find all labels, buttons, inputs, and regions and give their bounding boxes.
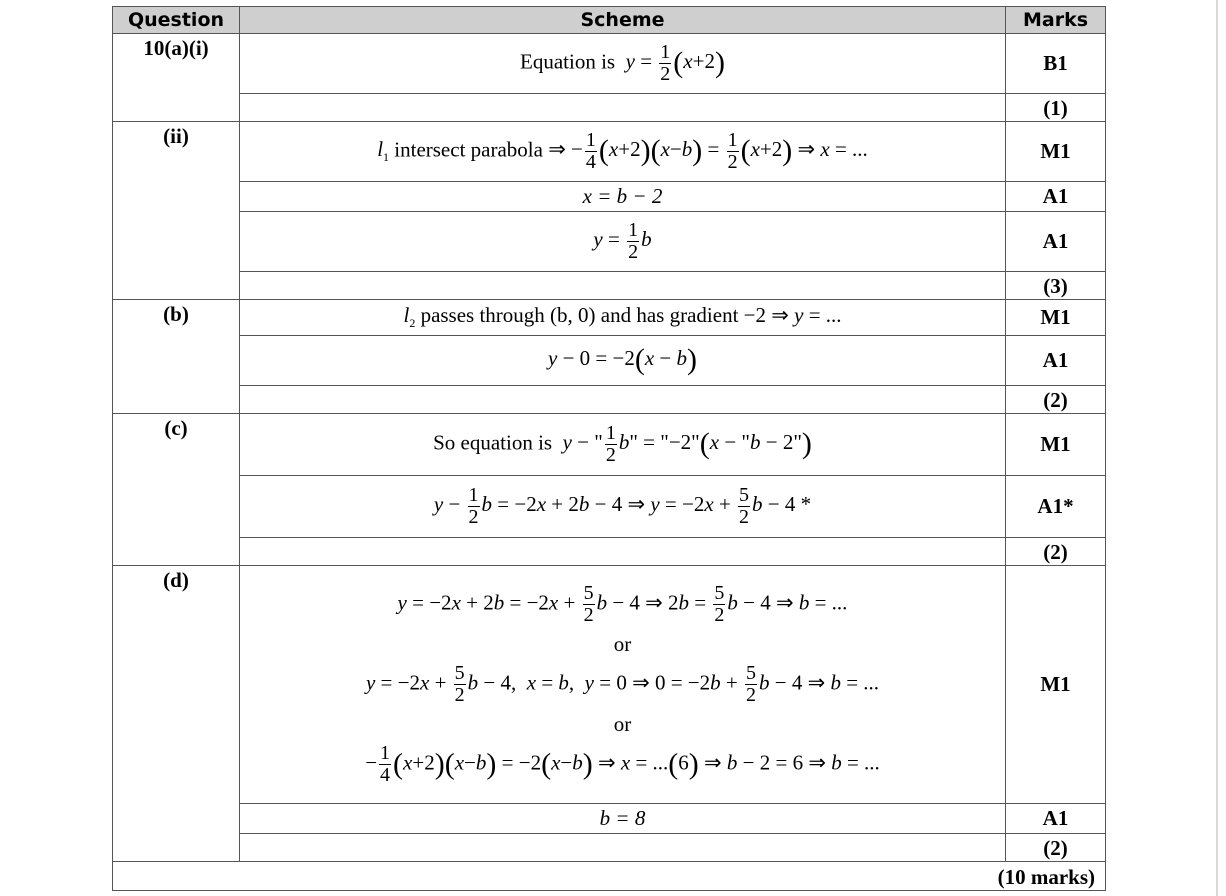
row-d-1 <box>113 566 1106 804</box>
mark-a-i: B1 <box>1006 34 1106 94</box>
mark-c-1: M1 <box>1006 414 1106 476</box>
row-d-2 <box>113 804 1106 834</box>
scheme-a-ii-1: $l_1$ intersect parabola ⇒ − $\frac{1}{4}$ (x+2)(x−b) = $\frac{1}{2}$ (x+2) ⇒ x = ... <box>240 122 1006 182</box>
row-a-ii-3 <box>113 212 1106 272</box>
equation-a-ii-3: y = $\frac{1}{2}$ b <box>593 219 652 263</box>
scheme-a-i-text: Equation is <box>520 49 616 74</box>
scheme-empty <box>240 386 1006 414</box>
or-text-1: or <box>613 632 632 656</box>
subtotal-c: (2) <box>1006 538 1106 566</box>
scheme-a-i <box>240 34 1006 94</box>
mark-scheme-table <box>112 6 1106 891</box>
row-a-ii-2 <box>113 182 1106 212</box>
question-label-c: (c) <box>113 414 240 566</box>
page-edge <box>1216 0 1218 896</box>
scheme-d-2: b = 8 <box>240 804 1006 834</box>
mark-a-ii-3: A1 <box>1006 212 1106 272</box>
equation-a-ii-1: ⇒ − $\frac{1}{4}$ (x+2)(x−b) = $\frac{1}{2}$ (x+2) ⇒ x = ... <box>548 129 868 173</box>
scheme-b-text: passes through (b, 0) and has gradient −2 <box>420 303 766 328</box>
or-text-2: or <box>613 712 632 736</box>
scheme-empty <box>240 834 1006 862</box>
scheme-c-text: So equation is <box>433 430 553 455</box>
scheme-empty <box>240 272 1006 300</box>
scheme-a-ii-text: intersect parabola <box>394 137 543 162</box>
scheme-empty <box>240 538 1006 566</box>
subtotal-a-i: (1) <box>1006 94 1106 122</box>
question-label-d: (d) <box>113 566 240 862</box>
row-b-2 <box>113 336 1106 386</box>
equation-c-1: y − " $\frac{1}{2}$ b" = "−2"(x − "b − 2") <box>562 422 812 466</box>
total-marks: (10 marks) <box>113 862 1106 891</box>
question-label-b: (b) <box>113 300 240 414</box>
question-header: Question <box>113 7 240 34</box>
scheme-c-2 <box>240 476 1006 538</box>
question-label-a-i: 10(a)(i) <box>113 34 240 122</box>
scheme-b-1: $l_2$ passes through (b, 0) and has gradient −2 ⇒ y = ... <box>240 300 1006 336</box>
row-c-total <box>113 538 1106 566</box>
row-a-ii-total <box>113 272 1106 300</box>
subtotal-d: (2) <box>1006 834 1106 862</box>
row-b-total <box>113 386 1106 414</box>
row-b-1 <box>113 300 1106 336</box>
mark-b-1: M1 <box>1006 300 1106 336</box>
row-a-ii-1 <box>113 122 1106 182</box>
scheme-empty <box>240 94 1006 122</box>
total-row <box>113 862 1106 891</box>
scheme-a-ii-3 <box>240 212 1006 272</box>
mark-c-2: A1* <box>1006 476 1106 538</box>
row-c-1 <box>113 414 1106 476</box>
scheme-b-2 <box>240 336 1006 386</box>
subtotal-b: (2) <box>1006 386 1106 414</box>
row-a-i-total <box>113 94 1106 122</box>
header-row <box>113 7 1106 34</box>
equation-d-3: − $\frac{1}{4}$ (x+2)(x−b) = −2(x−b) ⇒ x = ...(6) ⇒ b − 2 = 6 ⇒ b = ... <box>365 742 880 786</box>
mark-d-2: A1 <box>1006 804 1106 834</box>
mark-b-2: A1 <box>1006 336 1106 386</box>
row-c-2 <box>113 476 1106 538</box>
mark-a-ii-1: M1 <box>1006 122 1106 182</box>
equation-c-2: y − $\frac{1}{2}$ b = −2x + 2b − 4 ⇒ y = −2x + $\frac{5}{2}$ b − 4 * <box>433 484 812 528</box>
subtotal-a-ii: (3) <box>1006 272 1106 300</box>
equation-d-2: y = −2x + $\frac{5}{2}$ b − 4, x = b, y = 0 ⇒ 0 = −2b + $\frac{5}{2}$ b − 4 ⇒ b = ... <box>365 662 880 706</box>
scheme-a-ii-2: x = b − 2 <box>240 182 1006 212</box>
scheme-header: Scheme <box>240 7 1006 34</box>
equation-a-i: y = $\frac{1}{2}$ (x+2) <box>625 41 725 85</box>
row-d-total <box>113 834 1106 862</box>
scheme-d-1 <box>240 566 1006 804</box>
row-a-i-1 <box>113 34 1106 94</box>
equation-b-2: y − 0 = −2(x − b) <box>547 343 698 377</box>
scheme-c-1 <box>240 414 1006 476</box>
equation-d-1: y = −2x + 2b = −2x + $\frac{5}{2}$ b − 4 ⇒ 2b = $\frac{5}{2}$ b − 4 ⇒ b = ... <box>397 582 848 626</box>
marks-header: Marks <box>1006 7 1106 34</box>
question-label-a-ii: (ii) <box>113 122 240 300</box>
mark-a-ii-2: A1 <box>1006 182 1106 212</box>
mark-d-1: M1 <box>1006 566 1106 804</box>
